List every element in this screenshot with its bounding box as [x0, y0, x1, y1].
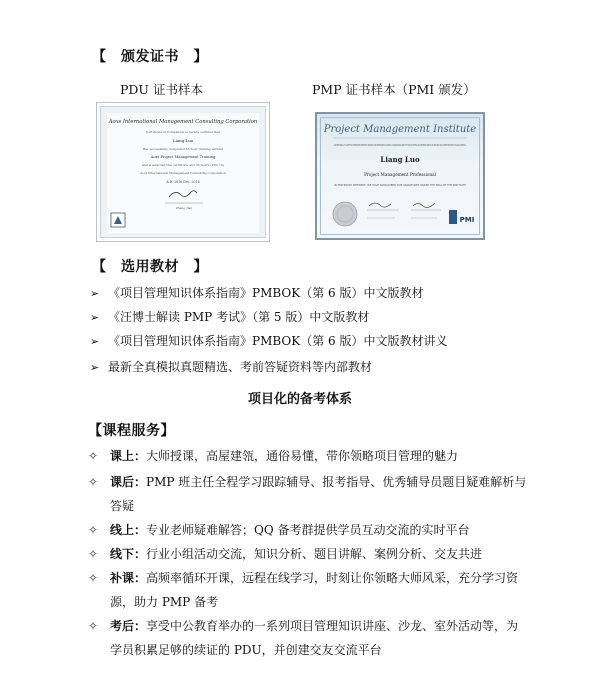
pdu-certificate-image — [96, 102, 270, 242]
pdu-course: Aoxs Project Management Training — [150, 155, 216, 159]
service-label: 线上： — [110, 523, 147, 537]
service-text: 专业老师疑难解答；QQ 备考群提供学员互动交流的实时平台 — [146, 523, 470, 537]
service-item — [88, 566, 528, 614]
service-text: 行业小组活动交流，知识分析、题目讲解、案例分析、交友共进 — [146, 547, 483, 561]
service-label: 考后： — [110, 619, 147, 633]
pdu-org2: Aoxs International Management Consulting Corporation — [140, 171, 226, 175]
pmp-caption: PMP 证书样本（PMI 颁发） — [312, 82, 476, 97]
diamond-bullet-icon: ✧ — [88, 523, 99, 537]
diamond-bullet-icon: ✧ — [88, 571, 99, 585]
pdu-body1: Has successfully completed 35 hour training entitled — [142, 147, 224, 151]
service-label: 补课： — [110, 571, 147, 585]
service-item — [88, 542, 528, 566]
cert-section-heading: 【 颁发证书 】 — [92, 49, 208, 65]
diamond-bullet-icon: ✧ — [88, 475, 99, 489]
diamond-bullet-icon: ✧ — [88, 619, 99, 633]
diamond-bullet-icon: ✧ — [88, 547, 99, 561]
pdu-subtitle: Certificate of Completion is hereby certified that — [145, 130, 221, 134]
service-item — [88, 470, 528, 518]
diamond-bullet-icon: ✧ — [88, 449, 99, 463]
arrow-bullet-icon: ➢ — [90, 311, 100, 324]
pmp-name: Liang Luo — [380, 155, 420, 164]
materials-list-item: ➢ 最新全真模拟真题精选、考前答疑资料等内部教材 — [90, 360, 373, 374]
pdu-body2: And is awarded this certificate and 35 hours (PDU) by — [141, 163, 225, 167]
service-label: 线下： — [110, 547, 147, 561]
service-label: 课后： — [110, 475, 147, 489]
pdu-caption: PDU 证书样本 — [120, 82, 203, 97]
pmp-certificate-graphic — [317, 114, 483, 238]
pmp-org: Project Management Institute — [323, 124, 477, 135]
materials-list-item: ➢ 《项目管理知识体系指南》PMBOK（第 6 版）中文版教材 — [90, 286, 424, 300]
service-item — [88, 444, 528, 468]
pmp-body: HAS BEEN FORMALLY EVALUATED FOR DEMONSTRATED EXPERIENCE, KNOWLEDGE AND PERFORMANCE IN ACHIEVING AN ORGANIZATIONAL OBJECTIVE THROUGH DEFINING AND OVERSEEING PROJECTS AND RESOURCES AND IS HEREBY BESTOWED THE GLOBAL CREDENTIAL — [334, 144, 467, 147]
materials-section-heading: 【 选用教材 】 — [92, 259, 208, 275]
pmp-seal — [333, 202, 357, 226]
materials-list-item: ➢ 《汪博士解读 PMP 考试》（第 5 版）中文版教材 — [90, 310, 370, 324]
arrow-bullet-icon: ➢ — [90, 335, 100, 348]
pmp-logo-mark — [449, 210, 457, 224]
service-label: 课上： — [110, 449, 147, 463]
pmp-certificate-image — [315, 112, 485, 240]
pdu-name: Liang Luo — [172, 138, 194, 143]
service-text: 大师授课，高屋建瓴，通俗易懂，带你领略项目管理的魅力 — [146, 449, 459, 463]
service-text: 高频率循环开课，远程在线学习，时刻让你领略大师风采，充分学习资源，助力 PMP 备考 — [110, 571, 519, 609]
services-section-heading: 【课程服务】 — [88, 423, 175, 439]
pdu-certificate-paper — [107, 113, 259, 233]
arrow-bullet-icon: ➢ — [90, 361, 100, 374]
service-text: PMP 班主任全程学习跟踪辅导、报考指导、优秀辅导员题目疑难解析与答疑 — [110, 475, 527, 513]
pdu-org-line: Aoxs International Management Consulting Corporation — [108, 119, 258, 125]
service-text: 享受中公教育举办的一系列项目管理知识讲座、沙龙、室外活动等，为学员积累足够的续证的 PDU，并创建交友交流平台 — [110, 619, 519, 657]
arrow-bullet-icon: ➢ — [90, 287, 100, 300]
section-title: 项目化的备考体系 — [247, 392, 352, 407]
pdu-date: A.D. 2016 Dec. 2016 — [166, 180, 200, 184]
pdu-signer: Zhang Jian — [175, 206, 193, 210]
pdu-signature — [169, 191, 197, 197]
pmp-logo: PMI — [459, 216, 475, 224]
service-item — [88, 518, 528, 542]
pmp-credential: Project Management Professional — [364, 172, 436, 177]
service-item — [88, 614, 528, 662]
materials-list-item: ➢ 《项目管理知识体系指南》PMBOK（第 6 版）中文版教材讲义 — [90, 334, 448, 348]
pdu-certificate-graphic — [107, 113, 259, 233]
pmp-footer: IN TESTIMONY WHEREOF, WE HAVE SUBSCRIBED OUR SIGNATURES UNDER THE SEAL OF THE INSTITUTE — [334, 184, 467, 187]
